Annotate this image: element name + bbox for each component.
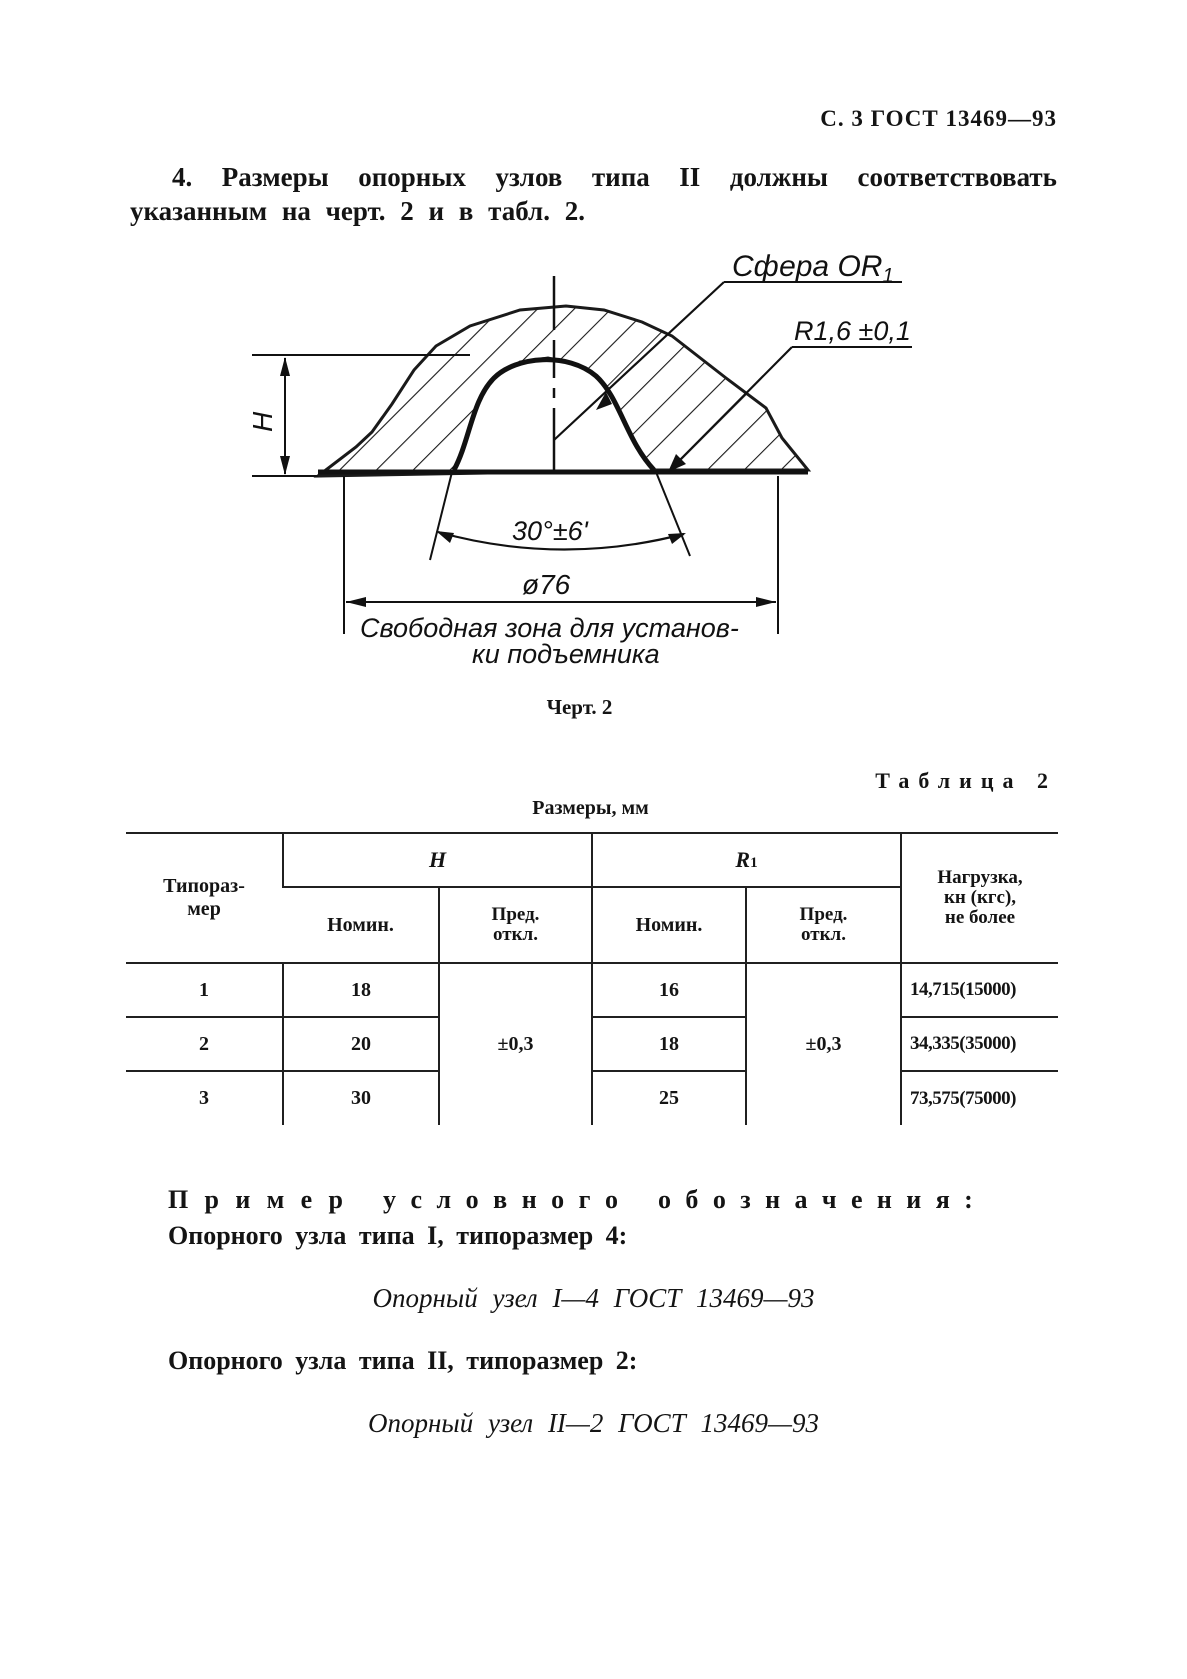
paragraph-line-1 xyxy=(130,160,1057,194)
header-size xyxy=(126,833,283,963)
word: узлов xyxy=(495,162,563,192)
arrow-head xyxy=(756,597,776,607)
arrow-head xyxy=(436,531,454,543)
header-dev-line1: Пред. xyxy=(799,904,848,925)
angle-line-right xyxy=(656,472,690,556)
header-load-line1: Нагрузка, xyxy=(937,867,1023,888)
cell-size: 2 xyxy=(126,1017,283,1071)
table-row xyxy=(126,1071,1058,1125)
height-label: H xyxy=(247,411,278,432)
cell-load: 73,575(75000) xyxy=(901,1071,1058,1125)
cell-h: 20 xyxy=(283,1017,439,1071)
header-r-deviation xyxy=(746,887,901,963)
table-row xyxy=(126,963,1058,1017)
word: 4. xyxy=(172,162,193,192)
cell-h: 30 xyxy=(283,1071,439,1125)
angle-label: 30°±6' xyxy=(512,516,588,546)
header-h-nominal: Номин. xyxy=(283,887,439,963)
example-title-word: П р и м е р xyxy=(168,1185,343,1214)
figure-caption-text: Черт. 2 xyxy=(546,695,613,719)
example-title-word: о б о з н а ч е н и я : xyxy=(658,1185,973,1214)
header-size-line2: мер xyxy=(187,898,221,920)
word: опорных xyxy=(358,162,466,192)
header-load-line2: кн (кгс), xyxy=(943,887,1017,908)
word: Размеры xyxy=(221,162,329,192)
header-H: H xyxy=(283,833,592,887)
header-dev-line2: откл. xyxy=(493,924,538,945)
table-caption xyxy=(0,797,1187,820)
figure-caption xyxy=(0,695,1187,720)
header-load xyxy=(901,833,1058,963)
word: должны xyxy=(729,162,828,192)
cell-size: 1 xyxy=(126,963,283,1017)
cell-r-deviation: ±0,3 xyxy=(746,963,901,1125)
paragraph-4 xyxy=(130,160,1057,228)
table-title: Таблица 2 xyxy=(875,768,1057,793)
angle-line-left xyxy=(430,472,452,560)
header-h-deviation xyxy=(439,887,592,963)
example-title-word: у с л о в н о г о xyxy=(383,1185,618,1214)
cell-size: 3 xyxy=(199,1087,209,1109)
cell-load: 14,715(15000) xyxy=(901,963,1058,1017)
example-title xyxy=(168,1185,973,1215)
radius-label: R1,6 ±0,1 xyxy=(794,316,911,346)
header-load-line3: не более xyxy=(944,907,1016,928)
cell-h: 18 xyxy=(283,963,439,1017)
table-row xyxy=(126,1017,1058,1071)
paragraph-line-2: указанным на черт. 2 и в табл. 2. xyxy=(130,196,585,226)
designation-1: Опорный узел I—4 ГОСТ 13469—93 xyxy=(372,1283,815,1313)
word: II xyxy=(679,162,701,192)
cell-r: 18 xyxy=(592,1017,746,1071)
header-r-nominal: Номин. xyxy=(592,887,746,963)
header-R-letter: R xyxy=(735,847,751,872)
sphere-label: Сфера $OR_1$ xyxy=(732,250,894,287)
cell-r: 16 xyxy=(592,963,746,1017)
dimensions-table xyxy=(126,832,1058,1125)
page-header: С. 3 ГОСТ 13469—93 xyxy=(820,106,1057,131)
header-dev-line1: Пред. xyxy=(491,904,540,925)
designation-2: Опорный узел II—2 ГОСТ 13469—93 xyxy=(368,1408,819,1438)
word: соответствовать xyxy=(857,162,1057,192)
zone-label-line1: Свободная зона для установ- xyxy=(360,613,739,643)
header-R1 xyxy=(592,833,901,887)
arrow-head xyxy=(280,357,290,376)
example-line-1: Опорного узла типа I, типоразмер 4: xyxy=(168,1221,628,1250)
header-size-line1: Типораз- xyxy=(163,875,245,897)
cell-load: 34,335(35000) xyxy=(901,1017,1058,1071)
table-caption-text: Размеры, мм xyxy=(532,797,649,819)
arrow-head xyxy=(280,456,290,475)
example-line-2: Опорного узла типа II, типоразмер 2: xyxy=(168,1346,638,1375)
diameter-label: ø76 xyxy=(522,569,571,600)
cell-h-deviation: ±0,3 xyxy=(439,963,592,1125)
zone-label-line2: ки подъемника xyxy=(472,639,660,669)
word: типа xyxy=(591,162,650,192)
header-R-subscript: 1 xyxy=(750,855,758,871)
header-dev-line2: откл. xyxy=(801,924,846,945)
technical-drawing xyxy=(240,240,940,680)
cell-r: 25 xyxy=(592,1071,746,1125)
arrow-head xyxy=(346,597,366,607)
